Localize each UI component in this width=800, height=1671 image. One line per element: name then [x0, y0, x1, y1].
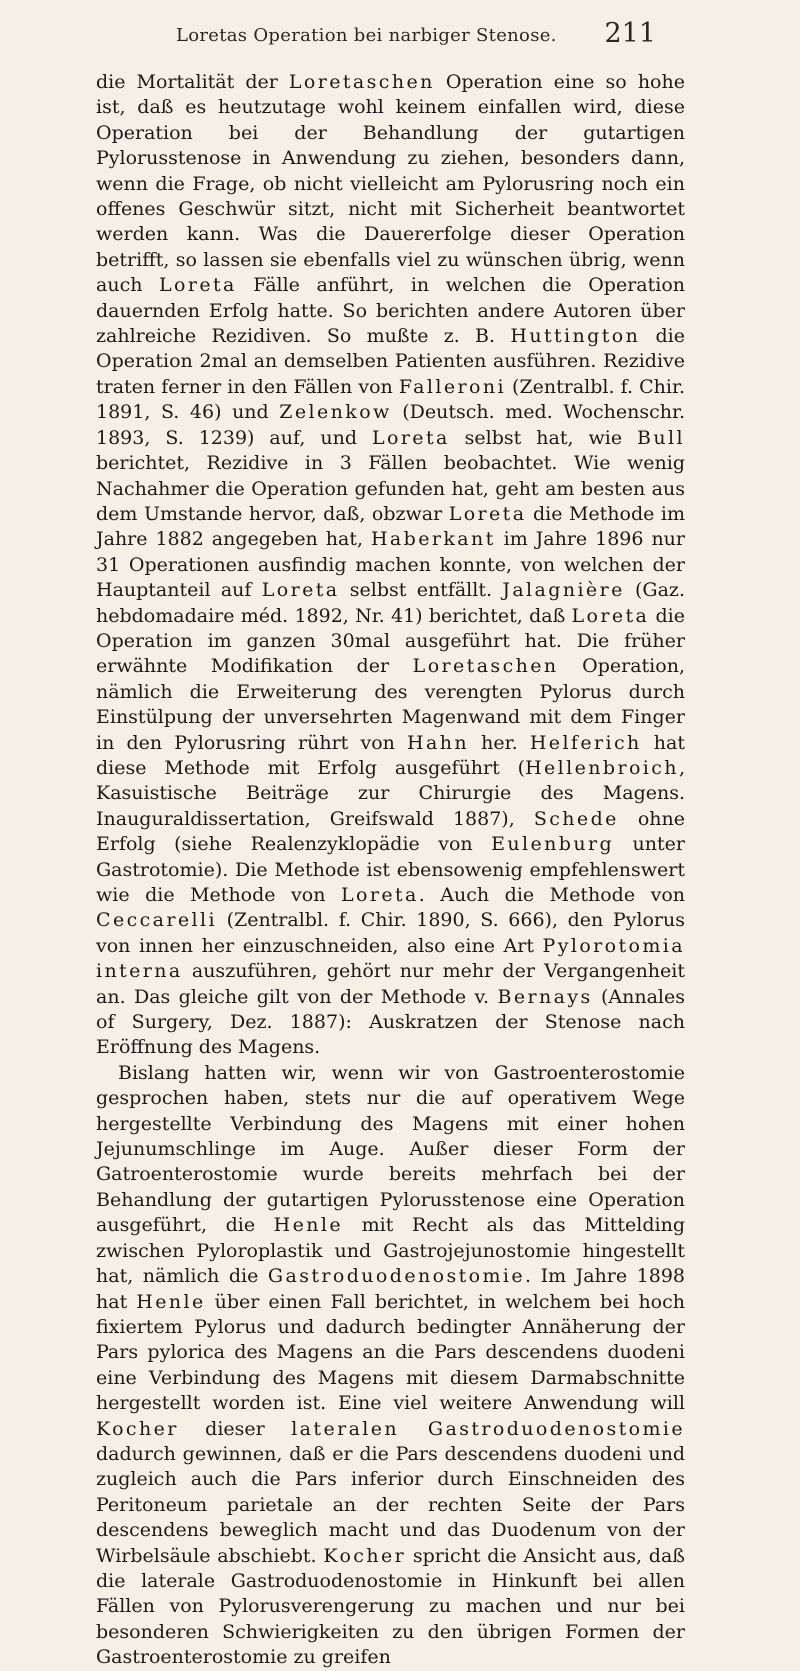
- text-run: dadurch gewinnen, daß er die Pars descendens duodeni und zugleich auch die Pars inferior durch Einschneiden des Peritoneum parietale an der rechten Seite der Pars descendens beweglich macht und das Duodenum von der Wirbelsäule abschiebt.: [96, 1442, 685, 1567]
- text-run: . Auch die Methode von: [418, 884, 685, 906]
- text-run: her.: [469, 731, 530, 754]
- spaced-name: Loreta: [448, 502, 527, 525]
- text-run: (Zentralbl. f. Chir. 1890, S. 666), den Pylorus von innen her einzuschneiden, also eine Art: [96, 909, 685, 957]
- text-run: selbst entfällt.: [339, 579, 503, 602]
- text-run: im Jahre 1896 nur 31 Operationen ausfindig machen konnte, von welchen der Hauptanteil auf: [96, 528, 685, 602]
- body-text: [96, 70, 685, 1671]
- spaced-name: Loretaschen: [412, 655, 559, 678]
- text-run: (Gaz. hebdomadaire méd. 1892, Nr. 41) berichtet, daß: [96, 579, 685, 627]
- spaced-name: Loreta: [571, 604, 650, 627]
- spaced-name: Schede: [533, 807, 619, 830]
- page-header: [100, 18, 660, 52]
- spaced-name: Loreta: [261, 579, 340, 602]
- spaced-name: Hahn: [407, 731, 470, 754]
- paragraph-1: [96, 70, 685, 1061]
- text-run: berichtet, Rezidive in 3 Fällen beobachtet. Wie wenig Nachahmer die Operation gefunden hat, geht am besten aus dem Umstande hervor, daß, obzwar: [96, 452, 685, 525]
- spaced-term: Gastroduodenostomie: [267, 1265, 526, 1288]
- spaced-name: Helferich: [529, 731, 642, 754]
- text-run: ohne Erfolg (siehe Realenzyklopädie von: [96, 807, 685, 856]
- spaced-name: Hellenbroich: [525, 756, 679, 779]
- text-run: die Mortalität der: [96, 71, 289, 93]
- text-run: selbst hat, wie: [449, 426, 638, 449]
- text-run: die Operation 2mal an demselben Patienten ausführen. Rezidive traten ferner in den Fällen von: [96, 325, 685, 398]
- text-run: die Methode im Jahre 1882 angegeben hat,: [96, 502, 685, 551]
- spaced-name: Bull: [637, 426, 685, 449]
- spaced-name: Bernays: [497, 985, 593, 1008]
- text-run: hat diese Methode mit Erfolg ausgeführt (: [96, 731, 685, 779]
- paragraph-2: [96, 1061, 685, 1671]
- text-run: . Im Jahre 1898 hat: [96, 1265, 685, 1313]
- spaced-term: lateralen Gastroduodenostomie: [291, 1417, 686, 1440]
- text-run: Fälle anführt, in welchen die Operation dauernden Erfolg hatte. So berichten andere Autoren über zahlreiche Rezidiven. So mußte z. B.: [96, 274, 685, 348]
- running-title: Loretas Operation bei narbiger Stenose.: [176, 25, 557, 46]
- spaced-name: Kocher: [323, 1544, 407, 1567]
- text-run: dieser: [178, 1417, 292, 1440]
- text-run: (Deutsch. med. Wochenschr. 1893, S. 1239) auf, und: [96, 401, 686, 449]
- spaced-name: Loreta: [159, 274, 237, 297]
- spaced-name: Loreta: [340, 884, 419, 906]
- text-run: über einen Fall berichtet, in welchem bei hoch fixiertem Pylorus und dadurch bedingter Annäherung der Pars pylorica des Magens an die Pars descendens duodeni eine Verbindung des Magens mit diesem Darmabschnitte hergestellt worden ist. Eine viel weitere Anwendung will: [96, 1290, 685, 1415]
- text-run: Bislang hatten wir, wenn wir von Gastroenterostomie gesprochen haben, stets nur die auf operativem Wege hergestellte Verbindung des Magens mit einer hohen Jejunumschlinge im Auge. Außer dieser Form der Gatroenterostomie wurde bereits mehrfach bei der Behandlung der gutartigen Pylorusstenose eine Operation ausgeführt, die: [96, 1061, 685, 1237]
- spaced-name: Henle: [273, 1214, 344, 1237]
- text-run: (Annales of Surgery, Dez. 1887): Auskratzen der Stenose nach Eröffnung des Magens.: [96, 985, 686, 1059]
- spaced-name: Haberkant: [370, 528, 496, 551]
- text-run: mit Recht als das Mittelding zwischen Pyloroplastik und Gastrojejunostomie hingestellt hat, nämlich die: [96, 1214, 685, 1288]
- text-run: Operation eine so hohe ist, daß es heutzutage wohl keinem einfallen wird, diese Operation bei der Behandlung der gutartigen Pylorusstenose in Anwendung zu ziehen, besonders dann, wenn die Frage, ob nicht vielleicht am Pylorusring noch ein offenes Geschwür sitzt, nicht mit Sicherheit beantwortet werden kann. Was die Dauererfolge dieser Operation betrifft, so lassen sie ebenfalls viel zu wünschen übrig, wenn auch: [96, 71, 685, 297]
- page-number: 211: [604, 18, 656, 49]
- text-run: (Zentralbl. f. Chir. 1891, S. 46) und: [96, 375, 685, 424]
- spaced-name: Henle: [136, 1290, 206, 1313]
- spaced-name: Jalagnière: [502, 579, 625, 602]
- text-run: , Kasuistische Beiträge zur Chirurgie des Magens. Inauguraldissertation, Greifswald 1887),: [96, 756, 685, 830]
- spaced-name: Zelenkow: [279, 401, 392, 424]
- spaced-name: Loreta: [371, 426, 450, 449]
- spaced-name: Kocher: [96, 1417, 179, 1440]
- spaced-name: Falleroni: [398, 375, 506, 398]
- text-run: unter Gastrotomie). Die Methode ist ebensowenig empfehlenswert wie die Methode von: [96, 833, 685, 906]
- text-run: spricht die Ansicht aus, daß die laterale Gastroduodenostomie in Hinkunft bei allen Fällen von Pylorusverengerung zu machen und nur bei besonderen Schwierigkeiten zu den übrigen Formen der Gastroenterostomie zu greifen: [96, 1544, 685, 1669]
- text-run: die Operation im ganzen 30mal ausgeführt hat. Die früher erwähnte Modifikation der: [96, 604, 685, 678]
- text-run: Operation, nämlich die Erweiterung des verengten Pylorus durch Einstülpung der unversehrten Magenwand mit dem Finger in den Pylorusring rührt von: [96, 655, 685, 754]
- spaced-name: Eulenburg: [491, 833, 615, 856]
- text-run: auszuführen, gehört nur mehr der Vergangenheit an. Das gleiche gilt von der Methode v.: [96, 960, 685, 1008]
- spaced-term: Pylorotomia interna: [96, 934, 685, 983]
- spaced-name: Ceccarelli: [96, 909, 217, 932]
- spaced-name: Huttington: [510, 325, 641, 348]
- spaced-name: Loretaschen: [288, 71, 435, 93]
